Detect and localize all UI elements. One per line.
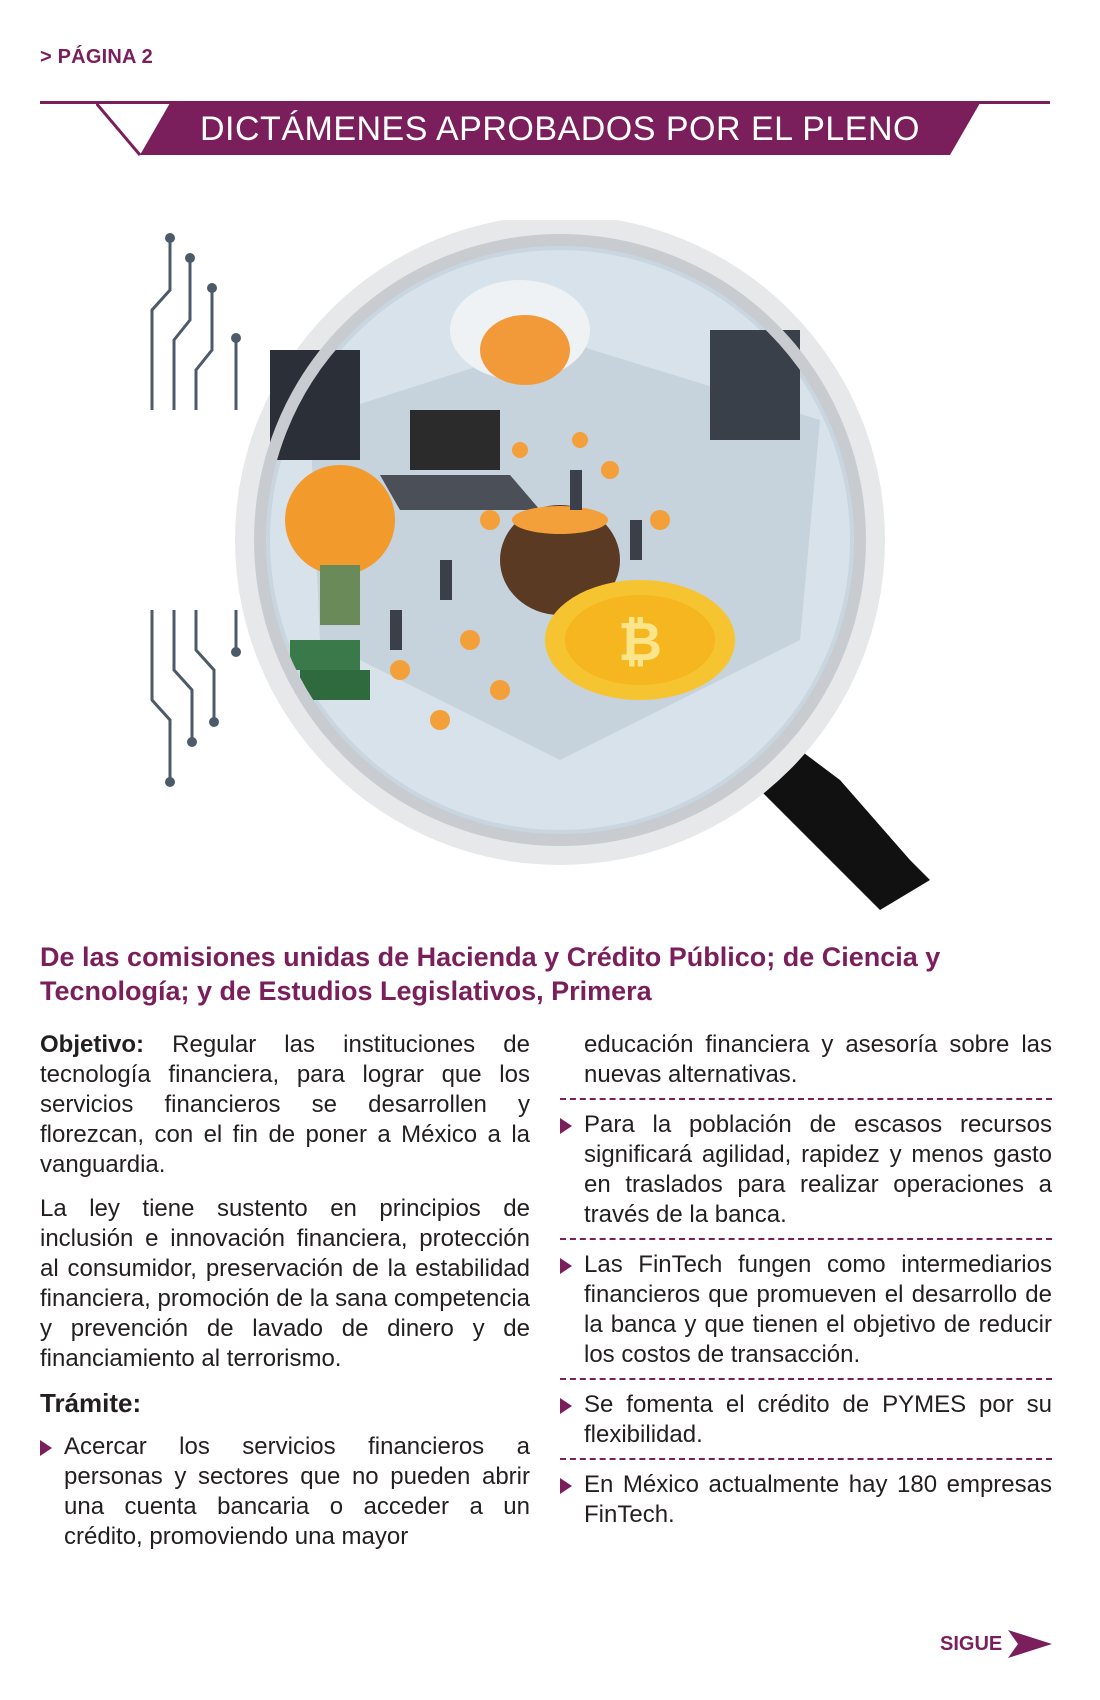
page-label: > PÁGINA 2: [40, 46, 153, 68]
dashed-divider: [560, 1378, 1052, 1380]
objetivo-paragraph: [40, 1030, 530, 1180]
magnifying-glass-fintech-illustration: [140, 220, 960, 920]
list-item: [560, 1390, 1052, 1450]
list-item-text: Las FinTech fungen como intermediarios financieros que promueven el desarrollo de la banca y que tienen el objetivo de reducir los costos de transacción.: [584, 1251, 1052, 1368]
tramite-label: Trámite:: [40, 1388, 142, 1418]
section-header: [140, 103, 980, 155]
section-title: DICTÁMENES APROBADOS POR EL PLENO: [200, 110, 920, 148]
continuation-text: educación financiera y asesoría sobre las nuevas alternativas.: [584, 1031, 1052, 1088]
bullet-arrow-icon: [560, 1258, 572, 1274]
list-item-text: Para la población de escasos recursos significará agilidad, rapidez y menos gasto en traslados para realizar operaciones a través de la banca.: [584, 1111, 1052, 1228]
bullet-arrow-icon: [560, 1398, 572, 1414]
list-item: [560, 1250, 1052, 1370]
list-item: [560, 1470, 1052, 1530]
document-heading: De las comisiones unidas de Hacienda y Crédito Público; de Ciencia y Tecnología; y de Estudios Legislativos, Primera: [40, 942, 941, 1006]
objetivo-label: Objetivo:: [40, 1031, 145, 1058]
objetivo-text: Regular las instituciones de tecnología financiera, para lograr que los servicios financieros se desarrollen y florezcan, con el fin de poner a México a la vanguardia.: [40, 1031, 530, 1178]
list-item-text: Acercar los servicios financieros a personas y sectores que no pueden abrir una cuenta bancaria o acceder a un crédito, promoviendo una mayor: [64, 1433, 530, 1550]
list-item-text: Se fomenta el crédito de PYMES por su flexibilidad.: [584, 1391, 1052, 1448]
dashed-divider: [560, 1458, 1052, 1460]
sustento-paragraph: La ley tiene sustento en principios de inclusión e innovación financiera, protección al consumidor, preservación de la estabilidad financiera, promoción de la sana competencia y prevención de lavado de dinero y de financiamiento al terrorismo.: [40, 1195, 530, 1372]
list-item: [560, 1110, 1052, 1230]
dashed-divider: [560, 1238, 1052, 1240]
left-column: [40, 1030, 530, 1552]
arrow-right-icon: [1008, 1630, 1052, 1658]
next-page-link[interactable]: [940, 1630, 1052, 1658]
bullet-arrow-icon: [40, 1440, 52, 1456]
next-page-label: SIGUE: [940, 1632, 1003, 1655]
bullet-arrow-icon: [560, 1118, 572, 1134]
right-column: [560, 1030, 1052, 1530]
list-item-text: En México actualmente hay 180 empresas FinTech.: [584, 1471, 1052, 1528]
svg-text:₿: ₿: [618, 610, 663, 673]
list-item: [40, 1432, 530, 1552]
dashed-divider: [560, 1098, 1052, 1100]
bullet-arrow-icon: [560, 1478, 572, 1494]
